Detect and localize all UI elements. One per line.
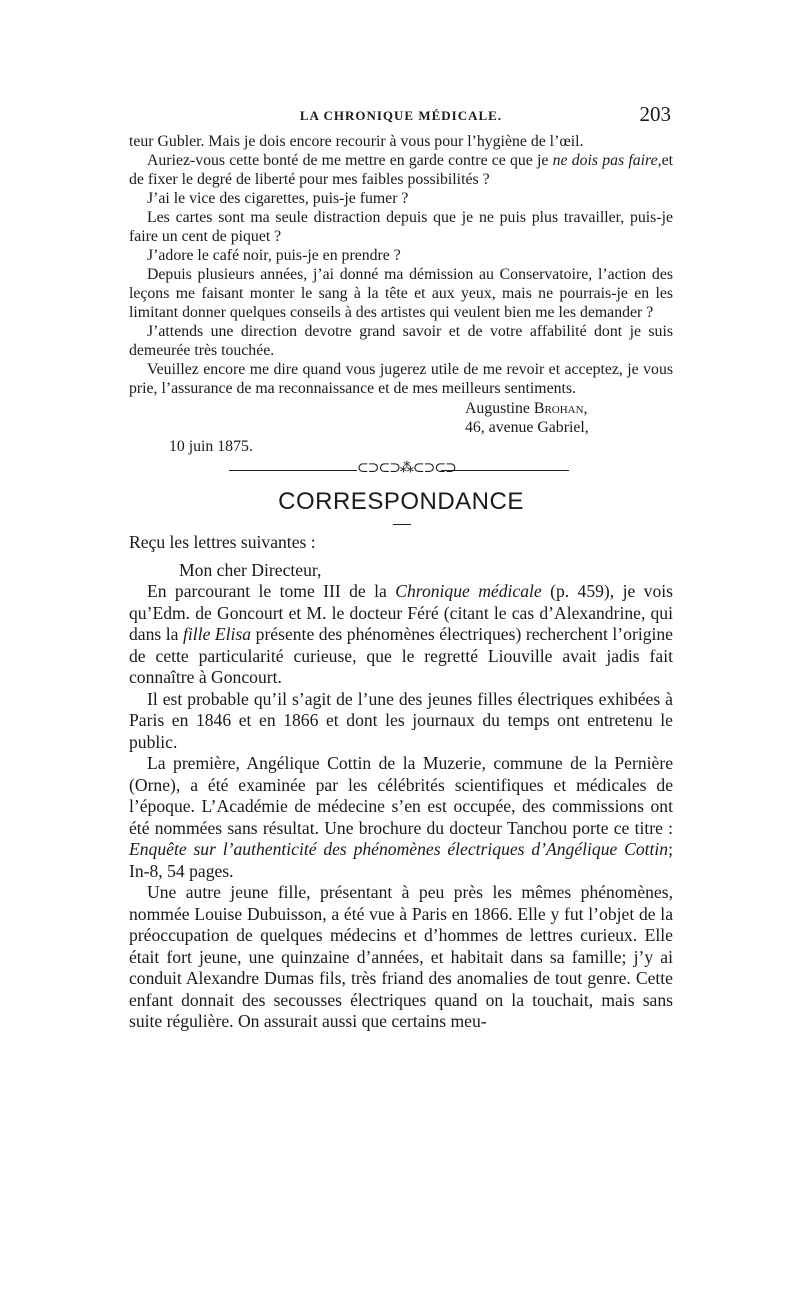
letter-paragraph: Depuis plusieurs années, j’ai donné ma démission au Conservatoire, l’action des leçons me faisant monter le sang à la tête et aux yeux, mais ne pourrais-je en les limitant donner quelques conseils à des artistes qui veulent bien me les demander ? [129, 266, 673, 321]
divider-rule-right [441, 470, 569, 471]
page-header [129, 100, 673, 132]
letter-date: 10 juin 1875. [169, 438, 253, 455]
divider-ornament: ⊂⊃⊂⊃⁂⊂⊃⊂⊃ [357, 461, 456, 476]
signature-address: 46, avenue Gabriel, [465, 419, 589, 436]
page-number: 203 [639, 102, 671, 126]
correspondence-intro: Reçu les lettres suivantes : [129, 532, 316, 552]
divider-rule-left [229, 470, 357, 471]
letter-paragraph [129, 151, 673, 189]
letter-paragraph: J’ai le vice des cigarettes, puis-je fumer ? [147, 190, 409, 207]
letter-signature-block [129, 399, 673, 457]
letter-paragraph: Les cartes sont ma seule distraction depuis que je ne puis plus travailler, puis-je faire un cent de piquet ? [129, 209, 673, 245]
paragraph-text: présente des phénomènes électriques) recherchent l’origine de cette particularité curieuse, que le regretté Liouville avait jadis fait connaître à Goncourt. [129, 624, 673, 687]
letter-paragraph: Veuillez encore me dire quand vous jugerez utile de me revoir et acceptez, je vous prie, l’assurance de ma reconnaissance et de mes meilleurs sentiments. [129, 361, 673, 397]
section-title: CORRESPONDANCE [278, 488, 524, 515]
section-divider [129, 460, 673, 482]
italic-title: fille Elisa [183, 624, 252, 644]
letter-text: Auriez-vous cette bonté de me mettre en garde contre ce que je [147, 152, 549, 169]
correspondence-paragraph: Il est probable qu’il s’agit de l’une des jeunes filles électriques exhibées à Paris en 1846 et en 1866 et dont les journaux du temps ont entretenu le public. [129, 688, 673, 752]
paragraph-text: ; In-8, 54 pages. [129, 839, 673, 881]
paragraph-text: La première, Angélique Cottin de la Muzerie, commune de la Pernière (Orne), a été examinée par les célébrités scientifiques et médicales de l’époque. L’Académie de médecine s’en est occupée, des commissions ont été nommées sans résultat. Une brochure du docteur Tanchou porte ce titre : [129, 753, 673, 838]
italic-title: Chronique médicale [395, 581, 542, 601]
correspondence-paragraph: Une autre jeune fille, présentant à peu près les mêmes phénomènes, nommée Louise Dubuisson, a été vue à Paris en 1866. Elle y fut l’objet de la préoccupation de quelques médecins et d’hommes de lettres curieux. Elle était fort jeune, une quinzaine d’années, et habitait dans sa famille; j’y ai conduit Alexandre Dumas fils, très friand des anomalies de tout genre. Cette enfant donnait des secousses électriques quand on la touchait, mais sans suite régulière. On assurait aussi que certains meu- [129, 882, 673, 1031]
letter-body [129, 132, 673, 398]
letter-text: ,et de fixer le degré de liberté pour mes faibles possibilités ? [129, 152, 673, 188]
signature-first-name: Augustine [465, 400, 530, 417]
title-dash [129, 518, 673, 532]
page [129, 100, 673, 1033]
running-title: LA CHRONIQUE MÉDICALE. [299, 108, 503, 123]
correspondence-paragraph [129, 753, 673, 882]
signature-last-name: Brohan, [533, 400, 588, 417]
correspondence-paragraph [129, 581, 673, 689]
salutation: Mon cher Directeur, [179, 559, 322, 580]
letter-italic: ne dois pas faire [552, 152, 658, 169]
letter-paragraph: J’adore le café noir, puis-je en prendre ? [147, 247, 401, 264]
letter-paragraph: J’attends une direction devotre grand savoir et de votre affabilité dont je suis demeurée très touchée. [129, 323, 673, 359]
correspondence-body [129, 532, 673, 1033]
italic-title: Enquête sur l’authenticité des phénomènes électriques d’Angélique Cottin [129, 839, 669, 859]
letter-paragraph: teur Gubler. Mais je dois encore recourir à vous pour l’hygiène de l’œil. [129, 133, 584, 150]
signature [465, 399, 588, 418]
paragraph-text: En parcourant le tome III de la [147, 581, 387, 601]
paragraph-text: (p. 459), je vois qu’Edm. de Goncourt et M. le docteur Féré (citant le cas d’Alexandrine, qui dans la [129, 581, 673, 644]
